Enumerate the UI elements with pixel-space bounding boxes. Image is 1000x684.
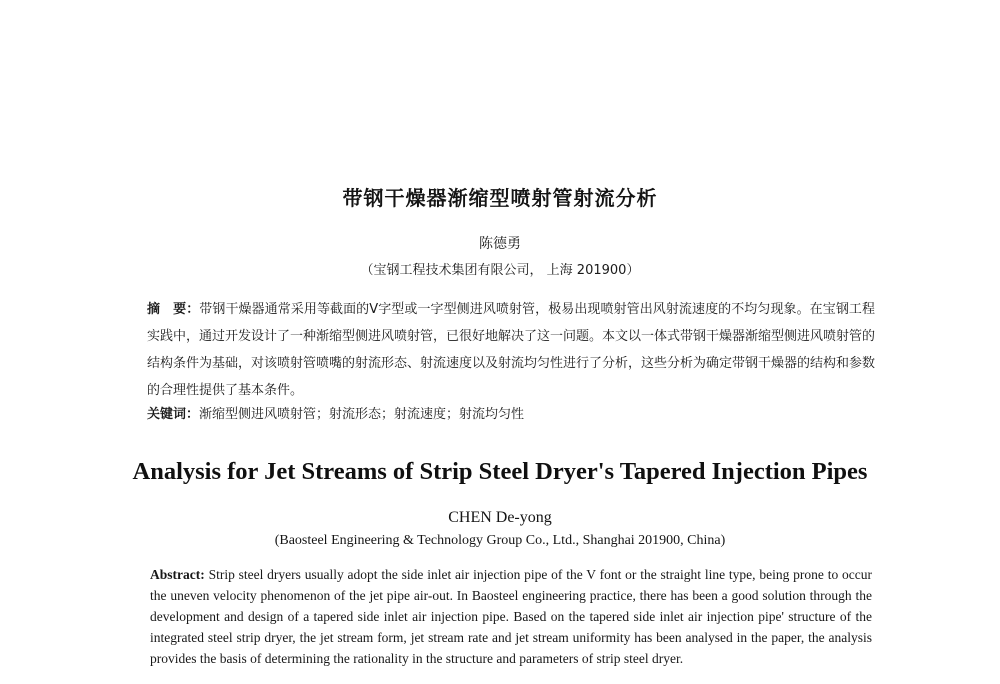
english-abstract-label: Abstract: xyxy=(150,567,205,582)
chinese-author: 陈德勇 xyxy=(479,236,521,252)
chinese-abstract-label: 摘 要： xyxy=(147,302,200,317)
english-abstract-text: Strip steel dryers usually adopt the side inlet air injection pipe of the V font or the straight line type, being prone to occur the uneven velocity phenomenon of the jet pipe air-out. In Baosteel engineering practice, there has been a good solution through the development and design of a tapered side inlet air injection pipe. Based on the tapered side inlet air injection pipe' structure of the integrated steel strip dryer, the jet stream form, jet stream rate and jet stream uniformity has been analysed in the paper, the analysis provides the basis of determining the rationality in the structure and parameters of strip steel dryer. xyxy=(150,567,873,666)
english-title: Analysis for Jet Streams of Strip Steel Dryer's Tapered Injection Pipes xyxy=(132,458,868,485)
chinese-abstract-text: 带钢干燥器通常采用等截面的V字型或一字型侧进风喷射管，极易出现喷射管出风射流速度的不均匀现象。在宝钢工程实践中，通过开发设计了一种渐缩型侧进风喷射管，已很好地解决了这一问题。本文以一体式带钢干燥器渐缩型侧进风喷射管的结构条件为基础，对该喷射管喷嘴的射流形态、射流速度以及射流均匀性进行了分析，这些分析为确定带钢干燥器的结构和参数的合理性提供了基本条件。 xyxy=(147,302,876,398)
chinese-keywords xyxy=(147,405,875,425)
english-abstract xyxy=(150,564,872,669)
chinese-affiliation: （宝钢工程技术集团有限公司， 上海 201900） xyxy=(360,263,640,278)
english-affiliation: (Baosteel Engineering & Technology Group Co., Ltd., Shanghai 201900, China) xyxy=(274,533,726,548)
chinese-keywords-label: 关键词： xyxy=(147,407,200,422)
chinese-abstract xyxy=(147,296,875,404)
chinese-title: 带钢干燥器渐缩型喷射管射流分析 xyxy=(342,186,658,210)
english-author: CHEN De-yong xyxy=(448,509,552,526)
chinese-keywords-text: 渐缩型侧进风喷射管；射流形态；射流速度；射流均匀性 xyxy=(199,407,525,422)
